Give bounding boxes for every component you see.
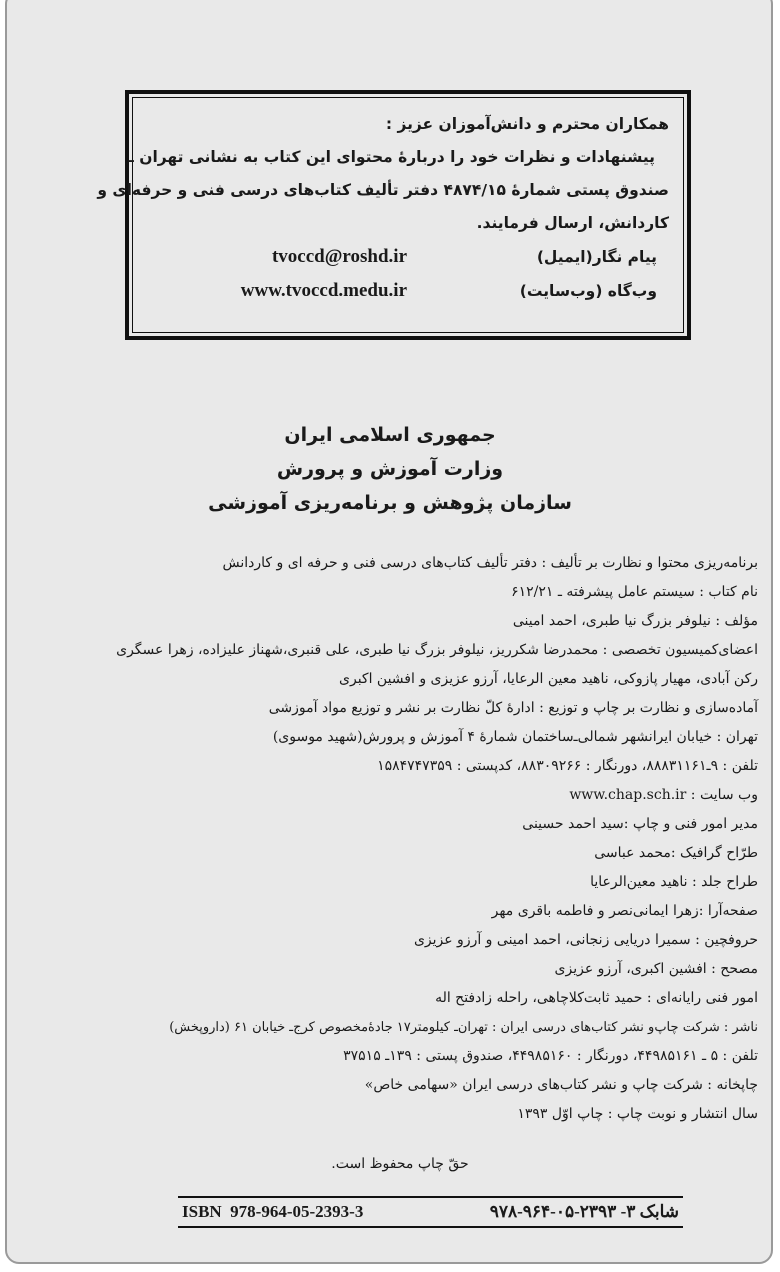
notice-line: کاردانش، ارسال فرمایند. bbox=[476, 214, 669, 232]
credit-line: ناشر : شرکت چاپ‌و نشر کتاب‌های درسی ایران : تهران‌ـ کیلومتر۱۷ جادهٔ‌مخصوص کرج‌ـ خیابان ۶۱ (داروپخش) bbox=[169, 1020, 758, 1035]
credit-line: مصحح : افشین اکبری، آرزو عزیزی bbox=[554, 961, 758, 977]
website-link[interactable]: www.tvoccd.medu.ir bbox=[240, 280, 407, 301]
credit-line: طراح جلد : ناهید معین‌الرعایا bbox=[590, 874, 758, 890]
credit-line: امور فنی رایانه‌ای : حمید ثابت‌کلاچاهی، راحله زادفتح اله bbox=[435, 990, 758, 1006]
website-label: وب‌گاه (وب‌سایت) bbox=[519, 282, 657, 300]
credit-line: آماده‌سازی و نظارت بر چاپ و توزیع : ادارهٔ کلّ نظارت بر نشر و توزیع مواد آموزشی bbox=[268, 700, 758, 716]
notice-line: همکاران محترم و دانش‌آموزان عزیز : bbox=[385, 115, 669, 133]
feedback-notice-box bbox=[97, 90, 691, 340]
isbn-bar bbox=[178, 1196, 683, 1228]
institution-headings bbox=[0, 418, 780, 520]
credit-line: اعضای‌کمیسیون تخصصی : محمدرضا شکرریز، نیلوفر بزرگ نیا طبری، علی قنبری،شهناز علیزاده، زهرا عسگری bbox=[116, 642, 758, 658]
email-link[interactable]: tvoccd@roshd.ir bbox=[271, 246, 407, 267]
credit-line: مؤلف : نیلوفر بزرگ نیا طبری، احمد امینی bbox=[512, 613, 758, 629]
credit-line: طرّاح گرافیک :محمد عباسی bbox=[594, 845, 758, 861]
email-row bbox=[147, 240, 669, 274]
credit-line: تلفن : ۵ ـ ۴۴۹۸۵۱۶۱، دورنگار : ۴۴۹۸۵۱۶۰، صندوق پستی : ۱۳۹ـ ۳۷۵۱۵ bbox=[343, 1048, 758, 1064]
isbn-persian: شابک ۳- ۲۳۹۳-۰۵-۹۶۴-۹۷۸ bbox=[489, 1202, 679, 1221]
website-row bbox=[147, 274, 669, 308]
credit-line: صفحه‌آرا :زهرا ایمانی‌نصر و فاطمه باقری مهر bbox=[491, 903, 758, 919]
credit-line: برنامه‌ریزی محتوا و نظارت بر تألیف : دفتر تألیف کتاب‌های درسی فنی و حرفه ای و کاردانش bbox=[222, 555, 758, 571]
credit-line: تهران : خیابان ایرانشهر شمالی‌ـ‌ساختمان شمارهٔ ۴ آموزش و پرورش(شهید موسوی) bbox=[272, 729, 758, 745]
copyright-notice: حقّ چاپ محفوظ است. bbox=[331, 1156, 469, 1172]
credit-line: رکن آبادی، مهیار پازوکی، ناهید معین الرعایا، آرزو عزیزی و افشین اکبری bbox=[339, 671, 758, 687]
notice-line: صندوق پستی شمارهٔ ۴۸۷۴/۱۵ دفتر تألیف کتاب‌های درسی فنی و حرفه‌ای و bbox=[97, 181, 669, 199]
email-label: پیام نگار(ایمیل) bbox=[536, 248, 657, 266]
notice-line: پیشنهادات و نظرات خود را دربارهٔ محتوای این کتاب به نشانی تهران ـ bbox=[128, 148, 655, 166]
isbn-latin: ISBN 978-964-05-2393-3 bbox=[182, 1202, 364, 1221]
credit-line: چاپخانه : شرکت چاپ و نشر کتاب‌های درسی ایران «سهامی خاص» bbox=[364, 1077, 758, 1093]
credit-line: مدیر امور فنی و چاپ :سید احمد حسینی bbox=[522, 816, 758, 832]
book-credits bbox=[38, 549, 758, 1129]
heading-republic: جمهوری اسلامی ایران bbox=[284, 424, 496, 446]
credit-line: وب سایت : www.chap.sch.ir bbox=[569, 787, 758, 803]
heading-organization: سازمان پژوهش و برنامه‌ریزی آموزشی bbox=[208, 492, 572, 514]
heading-ministry: وزارت آموزش و پرورش bbox=[276, 458, 504, 480]
credit-line: نام کتاب : سیستم عامل پیشرفته ـ ۶۱۲/۲۱ bbox=[511, 584, 758, 600]
credit-line: حروفچین : سمیرا دریایی زنجانی، احمد امینی و آرزو عزیزی bbox=[413, 932, 758, 948]
credit-line: سال انتشار و نوبت چاپ : چاپ اوّل ۱۳۹۳ bbox=[517, 1106, 758, 1122]
credit-line: تلفن : ۹ـ۸۸۸۳۱۱۶۱، دورنگار : ۸۸۳۰۹۲۶۶، کدپستی : ۱۵۸۴۷۴۷۳۵۹ bbox=[377, 758, 758, 774]
